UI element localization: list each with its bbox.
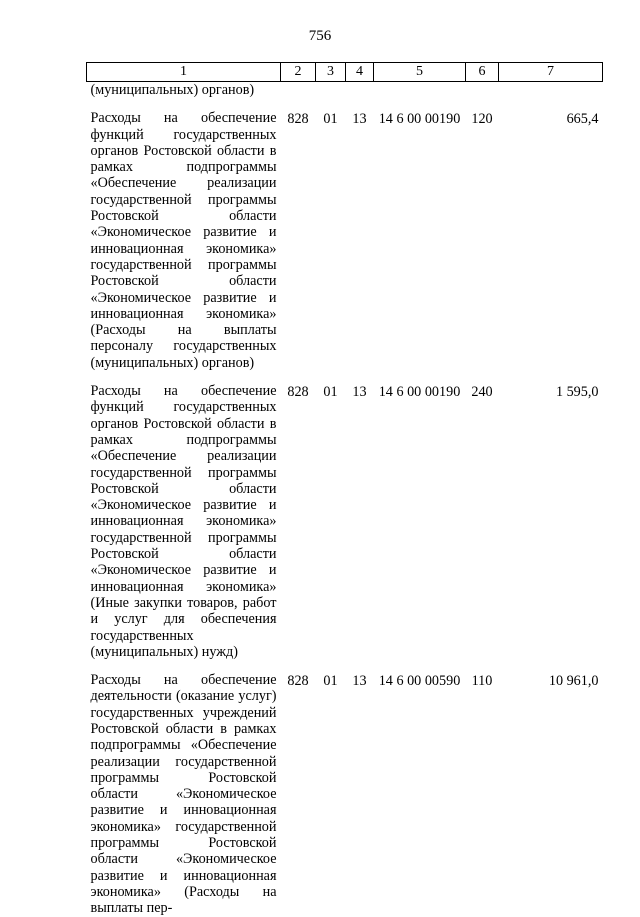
row-col-2: 828: [287, 111, 309, 128]
row-col-5: 14 6 00 00590: [378, 673, 461, 690]
row-col-3: 01: [323, 111, 338, 128]
table-body: [87, 82, 603, 917]
budget-table: [86, 62, 603, 917]
row-amount: 1 595,0: [555, 384, 599, 401]
row-col-4: 13: [352, 384, 367, 401]
row-col-5: 14 6 00 00190: [378, 384, 461, 401]
header-col-6: 6: [466, 63, 499, 82]
row-description: Расходы на обеспечение функций государственных органов Ростовской области в рамках подпрограммы «Обеспечение реализации государственной программы Ростовской области «Экономическое развитие и инновационная экономика» государственной программы Ростовской области «Экономическое развитие и инновационная экономика» (Расходы на выплаты персоналу государственных (муниципальных) органов): [90, 110, 277, 371]
header-col-4: 4: [346, 63, 374, 82]
row-col-4: 13: [352, 673, 367, 690]
row-col-4: 13: [352, 111, 367, 128]
header-row: [87, 63, 603, 82]
row-amount: 10 961,0: [548, 673, 599, 690]
header-col-5: 5: [374, 63, 466, 82]
row-col-6: 240: [471, 384, 493, 401]
header-col-1: 1: [87, 63, 281, 82]
row-col-3: 01: [323, 673, 338, 690]
header-col-3: 3: [316, 63, 346, 82]
table-header: [87, 63, 603, 82]
row-description: Расходы на обеспечение деятельности (оказание услуг) государственных учреждений Ростовской области в рамках подпрограммы «Обеспечение реализации государственной программы Ростовской области «Экономическое развитие и инновационная экономика» государственной программы Ростовской области «Экономическое развитие и инновационная экономика» (Расходы на выплаты пер-: [90, 672, 277, 917]
table-row: [87, 672, 603, 916]
page-number: 756: [308, 28, 332, 44]
row-col-2: 828: [287, 673, 309, 690]
row-col-5: 14 6 00 00190: [378, 111, 461, 128]
header-col-2: 2: [281, 63, 316, 82]
table-row: [87, 383, 603, 660]
continuation-text: (муниципальных) органов): [90, 82, 255, 98]
continuation-row: [87, 82, 603, 99]
row-description: Расходы на обеспечение функций государственных органов Ростовской области в рамках подпрограммы «Обеспечение реализации государственной программы Ростовской области «Экономическое развитие и инновационная экономика» государственной программы Ростовской области «Экономическое развитие и инновационная экономика» (Иные закупки товаров, работ и услуг для обеспечения государственных (муниципальных) нужд): [90, 383, 277, 660]
row-col-6: 110: [471, 673, 493, 690]
table-row: [87, 110, 603, 371]
row-col-3: 01: [323, 384, 338, 401]
row-col-6: 120: [471, 111, 493, 128]
header-col-7: 7: [499, 63, 603, 82]
row-col-2: 828: [287, 384, 309, 401]
row-amount: 665,4: [566, 111, 599, 128]
